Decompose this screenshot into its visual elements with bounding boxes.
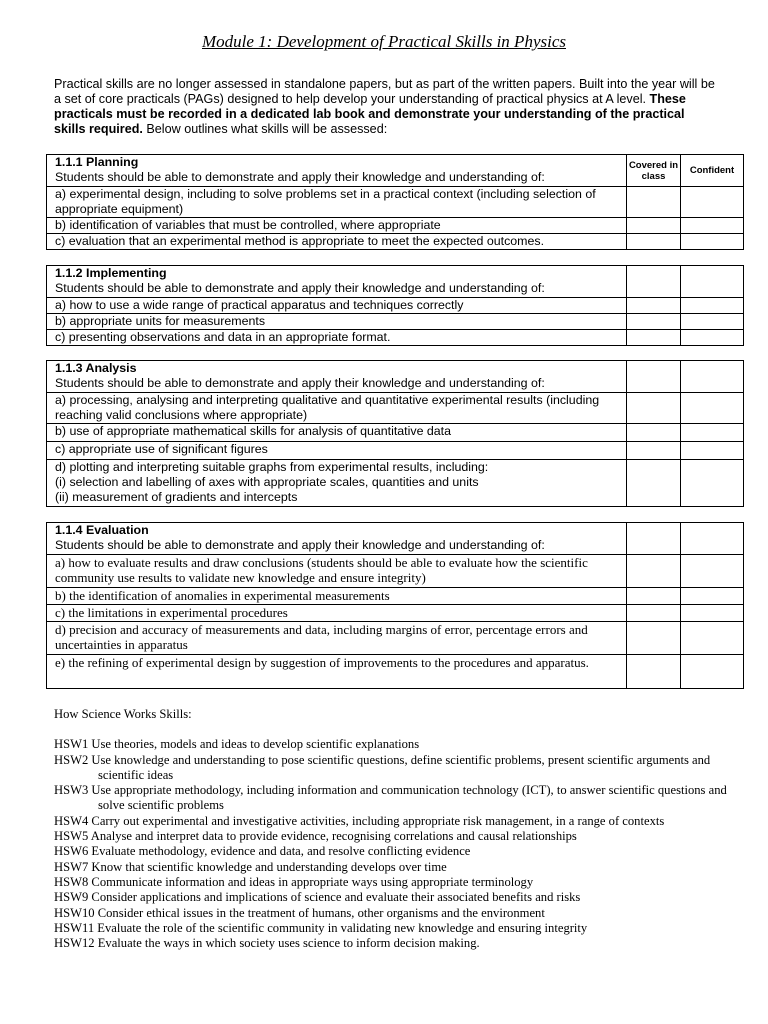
section-header xyxy=(47,523,627,555)
hsw-item: HSW7 Know that scientific knowledge and understanding develops over time xyxy=(54,859,447,874)
hsw-item: HSW12 Evaluate the ways in which society uses science to inform decision making. xyxy=(54,936,480,951)
intro-paragraph xyxy=(54,77,718,137)
section-heading: 1.1.1 Planning xyxy=(55,155,139,169)
hsw-item: HSW8 Communicate information and ideas in appropriate ways using appropriate terminology xyxy=(54,874,534,889)
skill-item: a) processing, analysing and interpreting qualitative and quantitative experimental results (including reaching valid conclusions where appropriate) xyxy=(47,393,627,424)
hsw-item: HSW11 Evaluate the role of the scientific community in validating new knowledge and ensuring integrity xyxy=(54,920,588,935)
hsw-heading: How Science Works Skills: xyxy=(54,707,192,721)
section-heading: 1.1.2 Implementing xyxy=(55,266,167,280)
skill-item: b) appropriate units for measurements xyxy=(47,314,627,330)
skill-item: d) precision and accuracy of measurements and data, including margins of error, percentage errors and uncertainties in apparatus xyxy=(47,622,627,655)
intro-text-end: Below outlines what skills will be assessed: xyxy=(142,122,388,136)
covered-checkbox-cell[interactable] xyxy=(627,361,681,393)
confident-checkbox-cell[interactable] xyxy=(681,393,744,424)
hsw-item: HSW4 Carry out experimental and investigative activities, including appropriate risk management, in a range of contexts xyxy=(54,813,665,828)
covered-checkbox-cell[interactable] xyxy=(627,424,681,442)
skills-table-evaluation xyxy=(46,522,744,689)
confident-checkbox-cell[interactable] xyxy=(681,424,744,442)
covered-checkbox-cell[interactable] xyxy=(627,187,681,218)
section-header xyxy=(47,266,627,298)
hsw-item: HSW6 Evaluate methodology, evidence and data, and resolve conflicting evidence xyxy=(54,844,471,859)
skill-item: a) experimental design, including to solve problems set in a practical context (including selection of appropriate equipment) xyxy=(47,187,627,218)
confident-checkbox-cell[interactable] xyxy=(681,266,744,298)
covered-checkbox-cell[interactable] xyxy=(627,393,681,424)
hsw-section xyxy=(54,707,744,951)
confident-checkbox-cell[interactable] xyxy=(681,460,744,507)
hsw-item: HSW10 Consider ethical issues in the treatment of humans, other organisms and the environment xyxy=(54,905,545,920)
covered-checkbox-cell[interactable] xyxy=(627,266,681,298)
covered-checkbox-cell[interactable] xyxy=(627,523,681,555)
covered-checkbox-cell[interactable] xyxy=(627,298,681,314)
hsw-item: HSW3 Use appropriate methodology, including information and communication technology (ICT), to answer scientific questions and solve scientific problems xyxy=(54,783,727,813)
confident-checkbox-cell[interactable] xyxy=(681,187,744,218)
section-header xyxy=(47,155,627,187)
confident-checkbox-cell[interactable] xyxy=(681,218,744,234)
confident-checkbox-cell[interactable] xyxy=(681,298,744,314)
confident-checkbox-cell[interactable] xyxy=(681,523,744,555)
covered-checkbox-cell[interactable] xyxy=(627,588,681,605)
confident-checkbox-cell[interactable] xyxy=(681,330,744,346)
skills-table-implementing xyxy=(46,265,744,346)
skill-item: c) the limitations in experimental procedures xyxy=(47,605,627,622)
skills-table-planning xyxy=(46,154,744,250)
section-subheading: Students should be able to demonstrate and apply their knowledge and understanding of: xyxy=(55,281,545,295)
section-subheading: Students should be able to demonstrate and apply their knowledge and understanding of: xyxy=(55,376,545,390)
skill-item: a) how to evaluate results and draw conclusions (students should be able to evaluate how the scientific community use results to validate new knowledge and ensure integrity) xyxy=(47,555,627,588)
skill-item: d) plotting and interpreting suitable graphs from experimental results, including: (i) selection and labelling of axes with appropriate scales, quantities and units (ii) measurement of gradients and intercepts xyxy=(47,460,627,507)
confident-checkbox-cell[interactable] xyxy=(681,655,744,689)
confident-checkbox-cell[interactable] xyxy=(681,234,744,250)
covered-checkbox-cell[interactable] xyxy=(627,622,681,655)
confident-checkbox-cell[interactable] xyxy=(681,555,744,588)
skill-item: b) the identification of anomalies in experimental measurements xyxy=(47,588,627,605)
hsw-item: HSW2 Use knowledge and understanding to pose scientific questions, define scientific problems, present scientific arguments and scientific ideas xyxy=(54,752,711,782)
intro-text-bold: These practicals must be recorded in a dedicated lab book and demonstrate your understanding of the practical skills required. xyxy=(54,92,686,136)
hsw-item: HSW1 Use theories, models and ideas to develop scientific explanations xyxy=(54,737,420,752)
confident-column-header: Confident xyxy=(681,155,744,187)
covered-checkbox-cell[interactable] xyxy=(627,655,681,689)
hsw-item: HSW5 Analyse and interpret data to provide evidence, recognising correlations and causal relationships xyxy=(54,829,577,844)
skill-item: a) how to use a wide range of practical apparatus and techniques correctly xyxy=(47,298,627,314)
covered-checkbox-cell[interactable] xyxy=(627,218,681,234)
covered-checkbox-cell[interactable] xyxy=(627,330,681,346)
skill-item: b) identification of variables that must be controlled, where appropriate xyxy=(47,218,627,234)
confident-checkbox-cell[interactable] xyxy=(681,605,744,622)
covered-checkbox-cell[interactable] xyxy=(627,442,681,460)
covered-checkbox-cell[interactable] xyxy=(627,605,681,622)
section-heading: 1.1.4 Evaluation xyxy=(55,523,149,537)
confident-checkbox-cell[interactable] xyxy=(681,622,744,655)
section-header xyxy=(47,361,627,393)
covered-checkbox-cell[interactable] xyxy=(627,460,681,507)
skill-item: b) use of appropriate mathematical skills for analysis of quantitative data xyxy=(47,424,627,442)
covered-checkbox-cell[interactable] xyxy=(627,234,681,250)
page-title: Module 1: Development of Practical Skills in Physics xyxy=(202,32,566,51)
covered-checkbox-cell[interactable] xyxy=(627,314,681,330)
hsw-item: HSW9 Consider applications and implications of science and evaluate their associated benefits and risks xyxy=(54,890,581,905)
skill-item: c) evaluation that an experimental method is appropriate to meet the expected outcomes. xyxy=(47,234,627,250)
confident-checkbox-cell[interactable] xyxy=(681,314,744,330)
skills-table-analysis xyxy=(46,360,744,507)
section-subheading: Students should be able to demonstrate and apply their knowledge and understanding of: xyxy=(55,170,545,184)
section-subheading: Students should be able to demonstrate and apply their knowledge and understanding of: xyxy=(55,538,545,552)
confident-checkbox-cell[interactable] xyxy=(681,442,744,460)
covered-column-header: Covered in class xyxy=(627,155,681,187)
confident-checkbox-cell[interactable] xyxy=(681,361,744,393)
skill-item: c) appropriate use of significant figures xyxy=(47,442,627,460)
covered-checkbox-cell[interactable] xyxy=(627,555,681,588)
section-heading: 1.1.3 Analysis xyxy=(55,361,137,375)
confident-checkbox-cell[interactable] xyxy=(681,588,744,605)
skill-item: e) the refining of experimental design by suggestion of improvements to the procedures and apparatus. xyxy=(47,655,627,689)
skill-item: c) presenting observations and data in an appropriate format. xyxy=(47,330,627,346)
intro-text-start: Practical skills are no longer assessed in standalone papers, but as part of the written papers. Built into the year will be a set of core practicals (PAGs) designed to help develop your understanding of practical physics at A level. xyxy=(54,77,715,106)
